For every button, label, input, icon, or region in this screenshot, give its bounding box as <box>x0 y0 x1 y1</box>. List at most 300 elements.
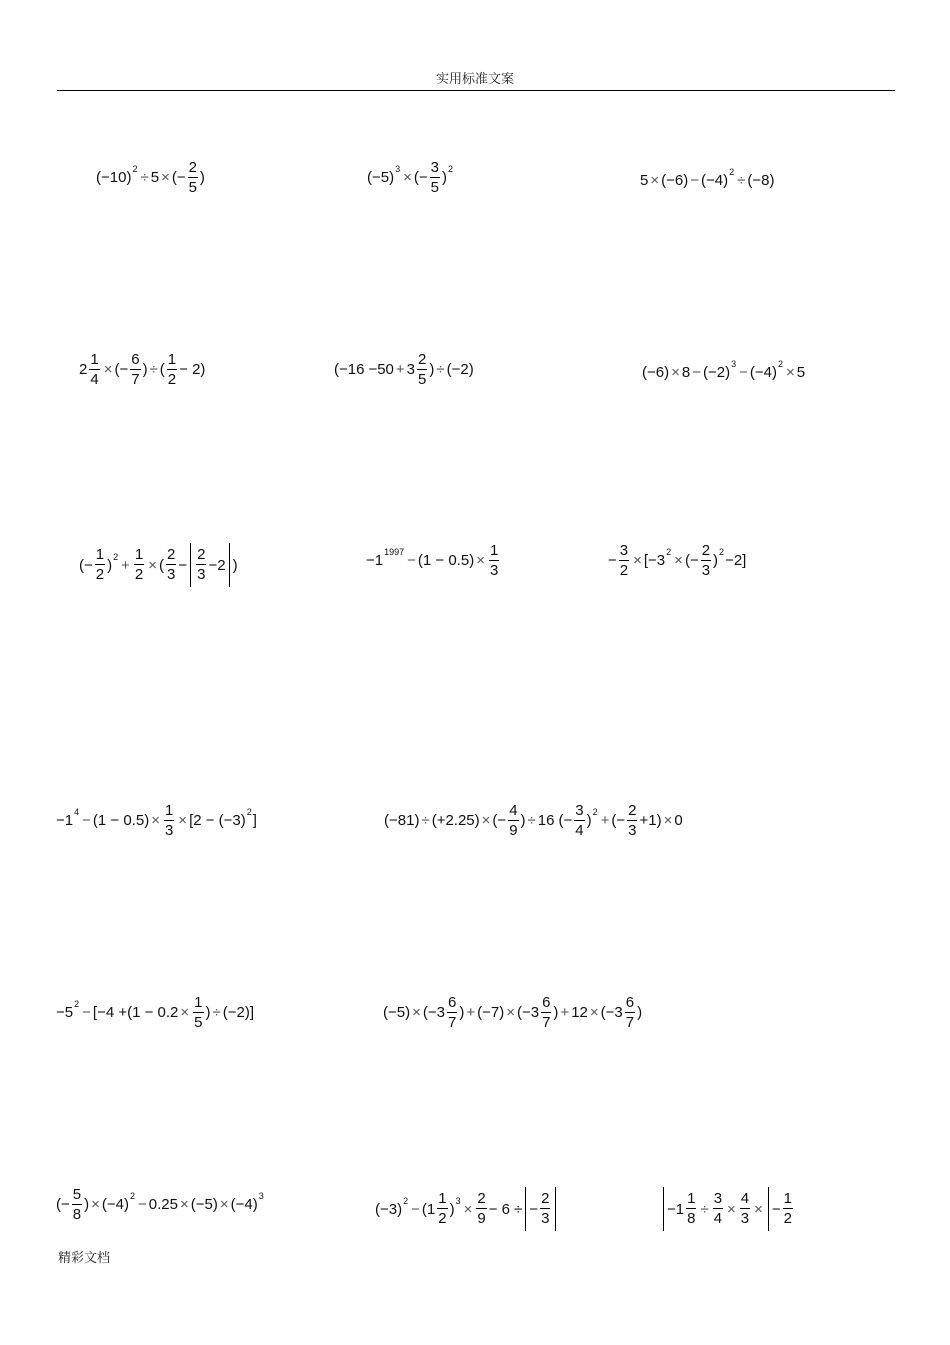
numerator: 1 <box>95 546 105 564</box>
fraction <box>489 543 499 579</box>
number: −2 <box>227 1004 245 1022</box>
numerator: 3 <box>619 542 629 559</box>
paren: ) <box>637 1004 643 1022</box>
numerator: 2 <box>418 351 427 368</box>
number: −4 <box>705 172 724 189</box>
numerator: 1 <box>783 1190 793 1208</box>
number: 3 <box>406 361 416 379</box>
exponent: 3 <box>395 164 401 175</box>
divide-sign: ÷ <box>527 812 536 830</box>
expression-4 <box>79 352 205 388</box>
denominator: 7 <box>447 1013 457 1031</box>
paren: ( <box>422 1004 428 1022</box>
paren: ( <box>700 172 706 189</box>
divide-sign: ÷ <box>149 361 158 379</box>
plus-sign: + <box>600 812 610 830</box>
expression-12 <box>56 995 254 1031</box>
numerator: 6 <box>447 994 457 1011</box>
number: −5 <box>388 1004 406 1022</box>
times-sign: × <box>671 364 680 381</box>
paren: ) <box>656 812 662 830</box>
plus-sign: + <box>560 1004 570 1022</box>
term: 1 − 0.5 <box>422 552 470 570</box>
number: −6 <box>666 172 684 189</box>
times-sign: × <box>161 169 170 187</box>
paren: ( <box>417 552 423 570</box>
exponent: 2 <box>132 164 138 175</box>
page-header-title: 实用标准文案 <box>435 72 514 87</box>
exponent: 2 <box>729 167 735 177</box>
expression-7 <box>79 543 238 587</box>
denominator: 8 <box>72 1205 82 1223</box>
paren: ( <box>421 1200 427 1218</box>
minus-sign: − <box>689 552 699 570</box>
number: 8 <box>681 364 691 381</box>
divide-sign: ÷ <box>140 169 149 187</box>
fraction <box>541 995 551 1031</box>
numerator: 6 <box>131 351 140 368</box>
exponent: 2 <box>666 547 672 558</box>
number: −3 <box>380 1200 398 1218</box>
paren: ( <box>492 812 498 830</box>
term: −4 + <box>97 1004 128 1022</box>
denominator: 5 <box>418 370 427 388</box>
divide-sign: ÷ <box>700 1200 709 1218</box>
term: 1 − 0.2 <box>132 1004 179 1022</box>
paren: ) <box>459 1004 465 1022</box>
times-sign: × <box>103 361 113 379</box>
paren: ) <box>126 169 132 187</box>
fraction <box>196 547 206 583</box>
divide-sign: ÷ <box>421 812 430 830</box>
times-sign: × <box>506 1004 515 1022</box>
paren: ( <box>702 364 708 381</box>
paren: ( <box>413 169 419 187</box>
number: −3 <box>521 1004 540 1022</box>
paren: ) <box>520 812 526 830</box>
paren: ( <box>383 1004 388 1022</box>
paren: ( <box>190 1196 196 1214</box>
denominator: 7 <box>131 370 140 388</box>
denominator: 2 <box>167 370 177 388</box>
expression-9 <box>608 543 746 579</box>
numerator: 2 <box>167 546 176 564</box>
numerator: 3 <box>575 802 584 819</box>
denominator: 3 <box>628 821 637 839</box>
bracket: [ <box>92 1004 98 1022</box>
exponent: 2 <box>403 1195 409 1206</box>
paren: ( <box>661 172 667 189</box>
paren: ) <box>469 552 475 570</box>
exponent: 2 <box>592 807 598 818</box>
times-sign: × <box>633 552 642 570</box>
fraction <box>437 1191 447 1227</box>
paren: ) <box>683 172 689 189</box>
numerator: 1 <box>167 351 177 368</box>
term: 1 − 0.5 <box>97 812 145 830</box>
fraction <box>167 352 177 388</box>
numerator: 2 <box>477 1190 486 1208</box>
paren: ( <box>749 364 755 381</box>
paren: ) <box>244 1004 250 1022</box>
times-sign: × <box>754 1200 763 1218</box>
numerator: 2 <box>628 802 637 819</box>
number: 5 <box>150 169 160 187</box>
exponent: 2 <box>448 164 454 175</box>
fraction <box>686 1191 696 1227</box>
term: 2 − ( <box>193 812 224 830</box>
numerator: 6 <box>542 994 551 1011</box>
paren: ( <box>92 812 98 830</box>
paren: ) <box>240 812 246 830</box>
expression-15 <box>375 1187 559 1231</box>
expression-10 <box>56 803 257 839</box>
paren: ( <box>159 556 164 574</box>
abs-bar <box>525 1187 526 1231</box>
paren: ( <box>171 169 177 187</box>
minus-sign: − <box>176 169 186 187</box>
numerator: 4 <box>740 1190 750 1208</box>
numerator: 3 <box>713 1190 723 1208</box>
fraction <box>701 543 711 579</box>
plus-sign: + <box>121 556 130 574</box>
paren: ) <box>499 1004 505 1022</box>
minus-sign: − <box>61 1196 70 1214</box>
paren: ( <box>600 1004 606 1022</box>
denominator: 9 <box>509 821 518 839</box>
paren: ) <box>586 812 592 830</box>
paren: ( <box>747 172 753 189</box>
minus-sign: − <box>138 1196 147 1214</box>
number: −3 <box>605 1004 623 1022</box>
number: −5 <box>56 1004 74 1022</box>
paren: ( <box>114 361 120 379</box>
divide-sign: ÷ <box>737 172 746 189</box>
times-sign: × <box>91 1196 100 1214</box>
plus-sign: + <box>466 1004 476 1022</box>
exponent: 2 <box>719 547 725 558</box>
number: −2 <box>208 556 226 574</box>
times-sign: × <box>663 812 673 830</box>
minus-sign: − <box>739 364 748 381</box>
times-sign: × <box>476 552 485 570</box>
paren: ) <box>397 1200 403 1218</box>
numerator: 2 <box>197 546 206 564</box>
paren: ( <box>611 812 617 830</box>
expression-13 <box>383 995 642 1031</box>
abs-bar <box>555 1187 556 1231</box>
number: −2 <box>725 552 743 570</box>
times-sign: × <box>178 812 188 830</box>
fraction <box>166 547 176 583</box>
denominator: 3 <box>167 566 176 583</box>
paren: ( <box>96 169 101 187</box>
paren: ( <box>477 1004 483 1022</box>
numerator: 1 <box>438 1190 447 1208</box>
minus-sign: − <box>84 556 93 574</box>
number: +1 <box>639 812 657 830</box>
times-sign: × <box>403 169 412 187</box>
times-sign: × <box>412 1004 421 1022</box>
plus-sign: + <box>395 361 405 379</box>
abs-bar <box>663 1187 664 1231</box>
times-sign: × <box>219 1196 229 1214</box>
term: − 2 <box>179 361 201 379</box>
number: −4 <box>106 1196 124 1214</box>
paren: ) <box>725 364 731 381</box>
bracket: ] <box>249 1004 255 1022</box>
fraction <box>619 543 629 579</box>
paren: ( <box>222 1004 228 1022</box>
paren: ) <box>405 1004 411 1022</box>
number: −16 <box>339 361 365 379</box>
paren: ) <box>212 1196 218 1214</box>
denominator: 2 <box>134 566 144 583</box>
times-sign: × <box>589 1004 599 1022</box>
fraction <box>447 995 457 1031</box>
number: 16 <box>537 812 555 830</box>
denominator: 2 <box>619 561 629 579</box>
fraction <box>740 1191 750 1227</box>
times-sign: × <box>151 812 160 830</box>
numerator: 4 <box>509 802 518 819</box>
numerator: 5 <box>72 1186 82 1203</box>
fraction <box>430 160 440 196</box>
minus-sign: − <box>411 1200 420 1218</box>
number: −2 <box>707 364 726 381</box>
number: +2.25 <box>436 812 475 830</box>
number: −3 <box>223 812 241 830</box>
times-sign: × <box>674 552 683 570</box>
fraction <box>164 803 174 839</box>
paren: ) <box>84 1196 90 1214</box>
abs-bar <box>768 1187 769 1231</box>
minus-sign: − <box>616 812 626 830</box>
number: −50 <box>368 361 394 379</box>
number: 5 <box>796 364 806 381</box>
minus-sign: − <box>529 1200 539 1218</box>
paren: ( <box>101 1196 107 1214</box>
denominator: 8 <box>687 1210 696 1227</box>
paren: ) <box>664 364 670 381</box>
minus-sign: − <box>82 812 91 830</box>
denominator: 3 <box>164 821 174 839</box>
denominator: 3 <box>489 561 499 579</box>
paren: ( <box>367 169 372 187</box>
number: −2 <box>451 361 469 379</box>
number: −6 <box>647 364 665 381</box>
exponent: 2 <box>129 1191 135 1202</box>
number: −7 <box>482 1004 500 1022</box>
number: −3 <box>427 1004 445 1022</box>
times-sign: × <box>786 364 795 381</box>
minus-sign: − <box>692 364 701 381</box>
times-sign: × <box>650 172 660 189</box>
numerator: 6 <box>625 994 635 1011</box>
paren: ( <box>79 556 84 574</box>
fraction <box>508 803 518 839</box>
paren: ) <box>449 1200 455 1218</box>
denominator: 7 <box>625 1013 635 1031</box>
number: 0 <box>674 812 683 830</box>
numerator: 1 <box>164 802 174 819</box>
paren: ( <box>558 812 564 830</box>
exponent: 2 <box>113 551 119 562</box>
numerator: 2 <box>541 1190 550 1208</box>
paren: ( <box>334 361 339 379</box>
paren: ) <box>769 172 775 189</box>
numerator: 2 <box>701 542 711 559</box>
numerator: 3 <box>430 159 439 176</box>
paren: ) <box>199 169 205 187</box>
paren: ) <box>205 1004 211 1022</box>
denominator: 2 <box>95 566 105 583</box>
minus-sign: − <box>119 361 129 379</box>
paren: ) <box>107 556 113 574</box>
bracket: ] <box>252 812 257 830</box>
number: −4 <box>754 364 772 381</box>
paren: ) <box>771 364 777 381</box>
denominator: 2 <box>783 1210 793 1227</box>
paren: ) <box>142 361 148 379</box>
abs-bar <box>190 543 191 587</box>
paren: ( <box>230 1196 236 1214</box>
expression-6 <box>642 359 806 381</box>
fraction <box>193 995 203 1031</box>
fraction <box>476 1191 486 1227</box>
fraction <box>625 995 635 1031</box>
fraction <box>540 1191 550 1227</box>
numerator: 1 <box>489 542 499 559</box>
fraction <box>627 803 637 839</box>
number: −10 <box>101 169 127 187</box>
denominator: 4 <box>575 821 584 839</box>
denominator: 3 <box>701 561 711 579</box>
number: −81 <box>389 812 415 830</box>
exponent: 2 <box>777 359 783 369</box>
paren: ( <box>431 812 437 830</box>
fraction <box>417 352 427 388</box>
number: −4 <box>235 1196 253 1214</box>
denominator: 4 <box>713 1210 723 1227</box>
number: 0.25 <box>148 1196 178 1214</box>
paren: ) <box>468 361 474 379</box>
number: −1 <box>56 812 74 830</box>
times-sign: × <box>148 556 157 574</box>
divide-sign: ÷ <box>212 1004 221 1022</box>
fraction <box>89 352 99 388</box>
times-sign: × <box>481 812 491 830</box>
numerator: 1 <box>687 1190 696 1208</box>
minus-sign: − <box>690 172 699 189</box>
numerator: 1 <box>194 994 203 1011</box>
paren: ( <box>127 1004 133 1022</box>
bracket: [ <box>643 552 649 570</box>
minus-sign: − <box>407 552 416 570</box>
times-sign: × <box>463 1200 473 1218</box>
expression-8 <box>366 543 501 579</box>
expression-16 <box>660 1187 795 1231</box>
exponent: 3 <box>258 1191 264 1202</box>
paren: ) <box>144 812 150 830</box>
number: 2 <box>79 361 88 379</box>
numerator: 2 <box>188 159 197 176</box>
paren: ) <box>442 169 447 187</box>
times-sign: × <box>179 1196 189 1214</box>
divide-sign: ÷ <box>436 361 445 379</box>
minus-sign: − <box>608 552 617 570</box>
paren: ) <box>389 169 395 187</box>
exponent: 1997 <box>384 547 405 558</box>
paren: ( <box>446 361 452 379</box>
paren: ) <box>723 172 729 189</box>
expression-3 <box>640 167 775 189</box>
denominator: 5 <box>188 178 197 196</box>
number: 5 <box>640 172 649 189</box>
paren: ( <box>384 812 389 830</box>
paren: ) <box>474 812 480 830</box>
exponent: 3 <box>455 1195 461 1206</box>
paren: ) <box>713 552 719 570</box>
paren: ( <box>375 1200 380 1218</box>
expression-5 <box>334 352 474 388</box>
times-sign: × <box>727 1200 736 1218</box>
denominator: 4 <box>90 370 99 388</box>
paren: ( <box>684 552 690 570</box>
paren: ( <box>159 361 165 379</box>
paren: ) <box>123 1196 129 1214</box>
paren: ( <box>516 1004 522 1022</box>
expression-1 <box>96 160 205 196</box>
paren: ) <box>232 556 238 574</box>
bracket: ] <box>742 552 747 570</box>
fraction <box>130 352 140 388</box>
page-footer-text: 精彩文档 <box>58 1251 111 1266</box>
fraction <box>134 547 144 583</box>
denominator: 2 <box>438 1210 447 1227</box>
term: − 6 ÷ <box>488 1200 523 1218</box>
numerator: 1 <box>134 546 144 564</box>
numerator: 1 <box>90 351 99 368</box>
header-rule <box>57 90 895 91</box>
minus-sign: − <box>178 556 188 574</box>
number: −1 <box>366 552 384 570</box>
denominator: 7 <box>542 1013 551 1031</box>
fraction <box>783 1191 793 1227</box>
number: −1 <box>667 1200 685 1218</box>
denominator: 9 <box>477 1210 486 1227</box>
times-sign: × <box>180 1004 190 1022</box>
denominator: 3 <box>541 1210 550 1227</box>
fraction <box>713 1191 723 1227</box>
number: −5 <box>372 169 390 187</box>
denominator: 5 <box>194 1013 203 1031</box>
minus-sign: − <box>497 812 507 830</box>
fraction <box>574 803 584 839</box>
fraction <box>188 160 198 196</box>
paren: ) <box>414 812 420 830</box>
bracket: [ <box>189 812 194 830</box>
expression-2 <box>367 160 454 196</box>
minus-sign: − <box>418 169 428 187</box>
paren: ( <box>642 364 647 381</box>
minus-sign: − <box>563 812 573 830</box>
exponent: 4 <box>74 807 80 818</box>
number: −3 <box>648 552 666 570</box>
denominator: 5 <box>430 178 439 196</box>
fraction <box>95 547 105 583</box>
denominator: 3 <box>740 1210 750 1227</box>
